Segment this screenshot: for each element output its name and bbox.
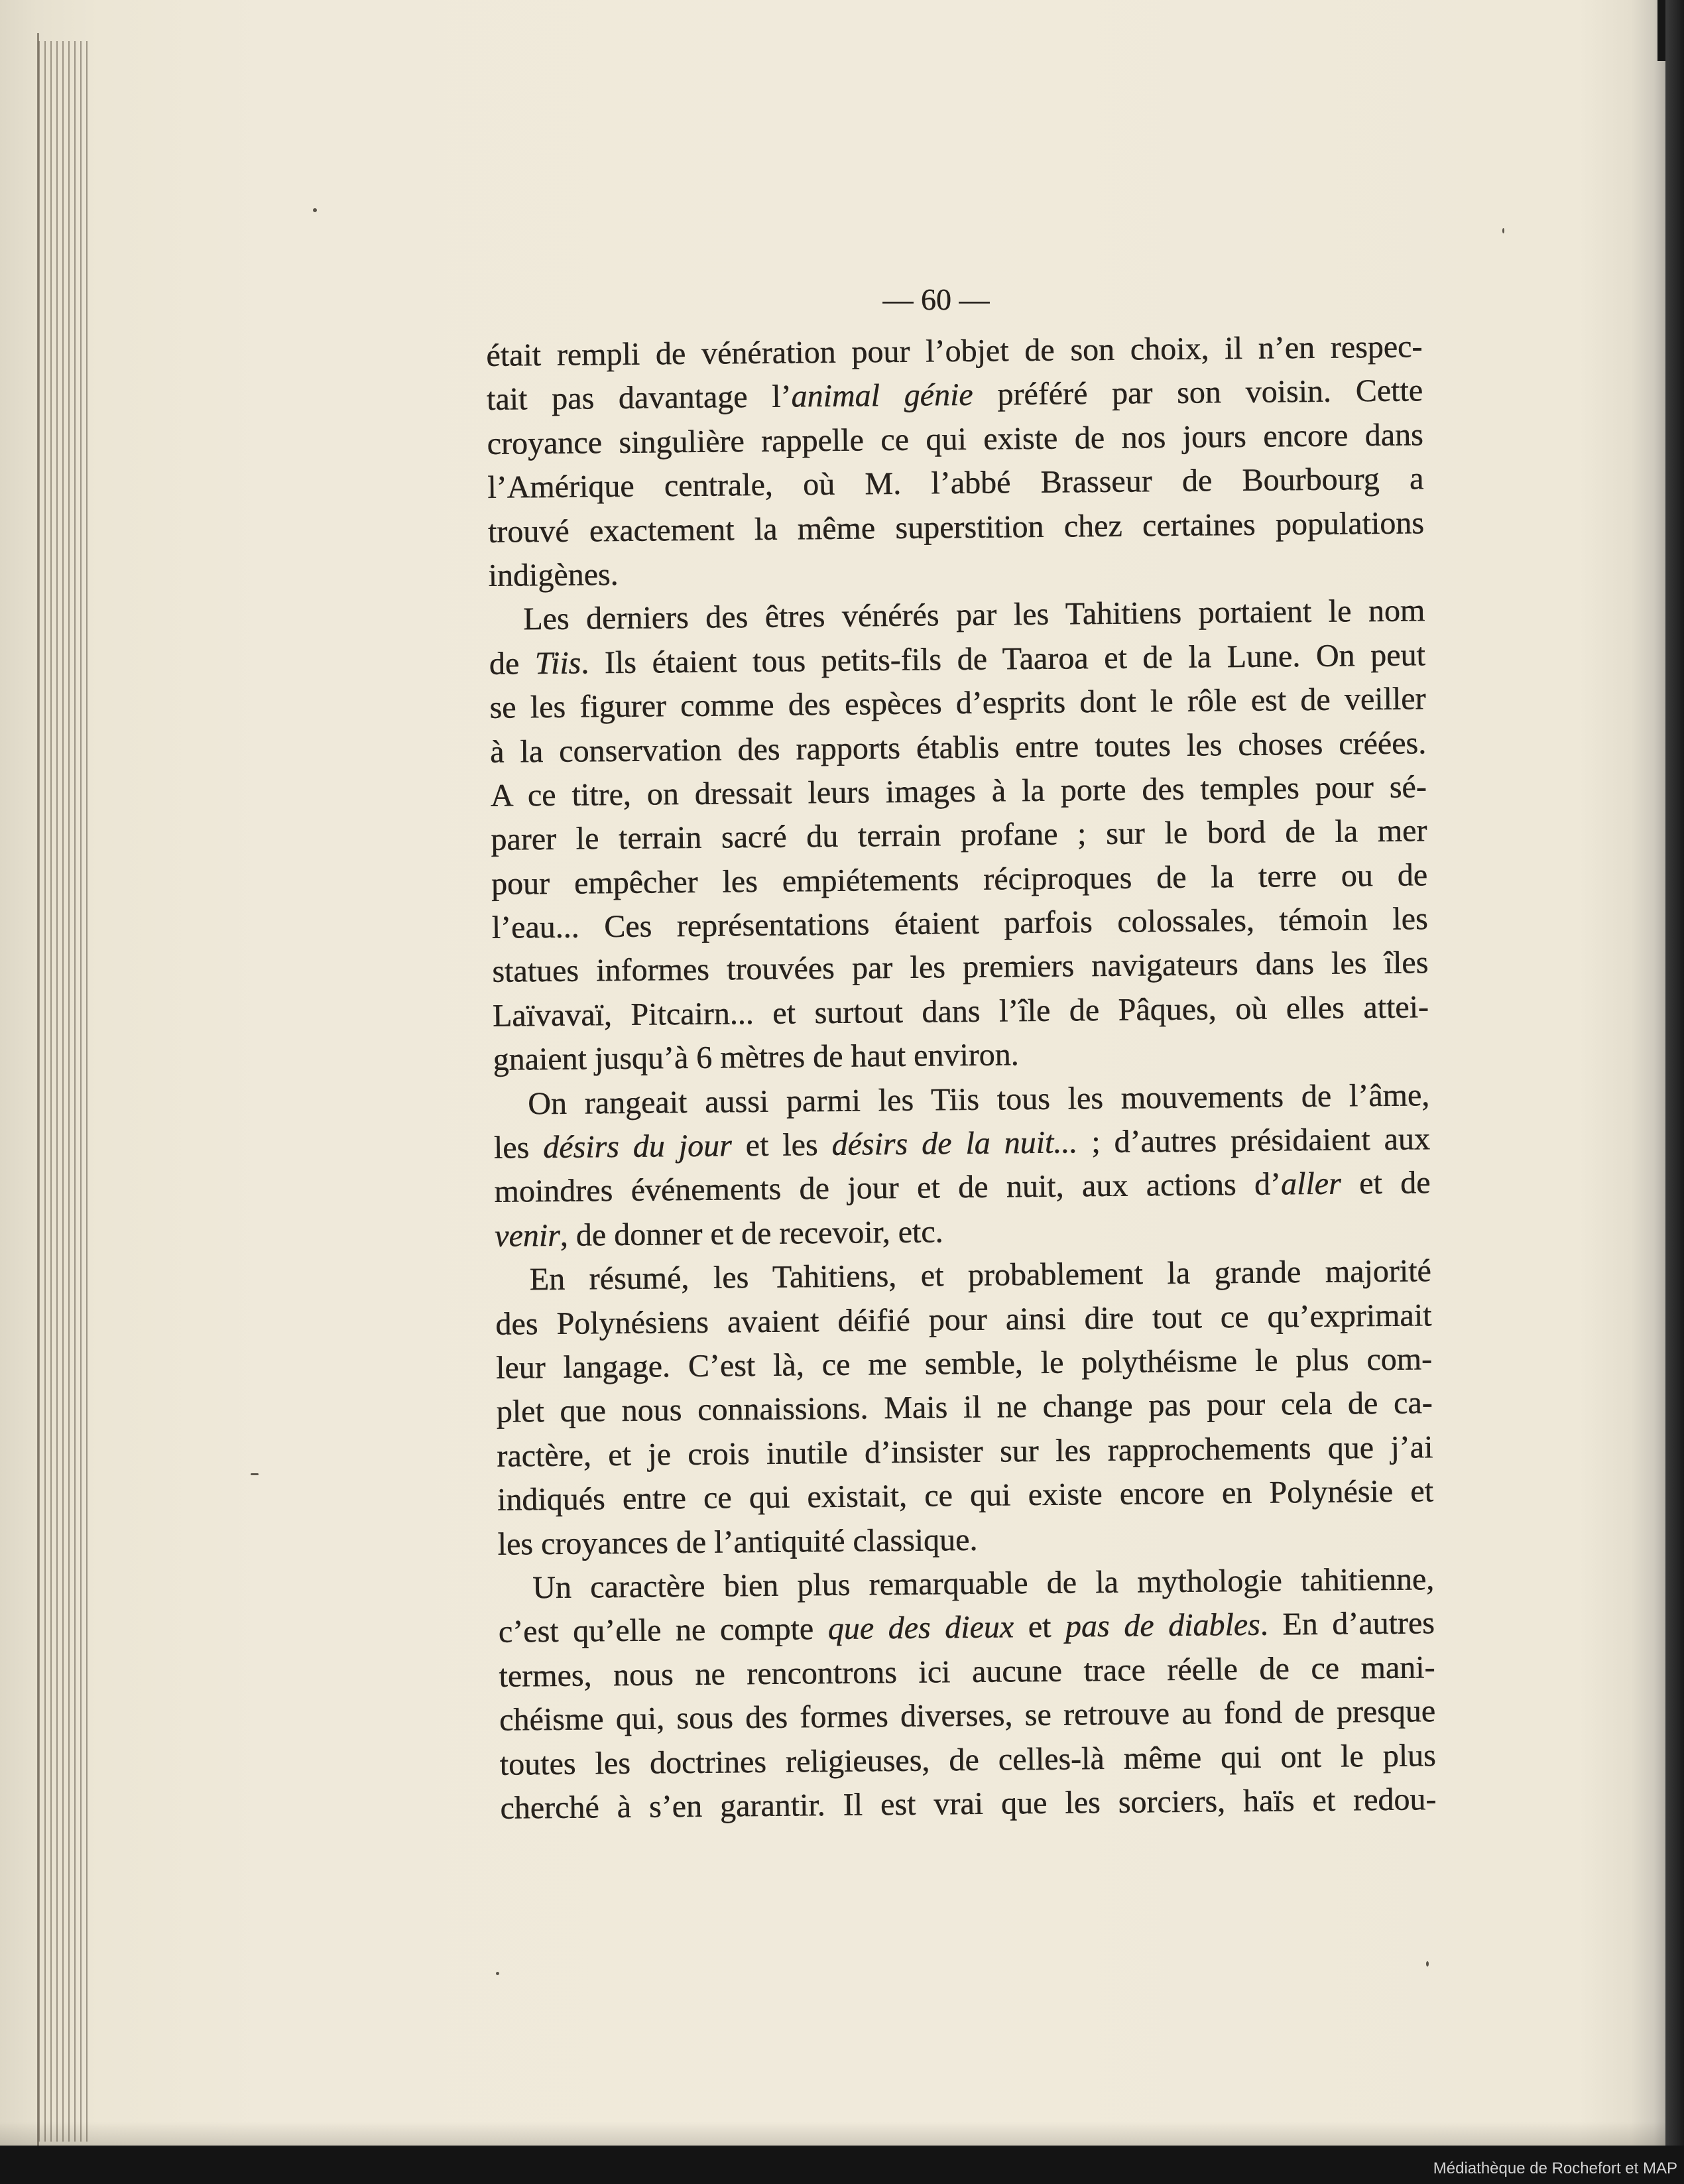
text-segment: . En d’autres: [1260, 1605, 1435, 1643]
paper-speck: [1426, 1961, 1429, 1967]
scan-bottom-strip: [0, 2146, 1684, 2184]
text-line: Laïvavaï, Pitcairn... et surtout dans l’île de Pâques, où elles attei-: [492, 989, 1429, 1034]
text-line: l’Amérique centrale, où M. l’abbé Brasseur de Bourbourg a: [487, 461, 1424, 505]
text-segment: ; d’autres présidaient aux: [1077, 1121, 1431, 1160]
italic-text: pas de diables: [1065, 1607, 1261, 1644]
italic-text: désirs de la nuit...: [831, 1124, 1078, 1162]
text-segment: et de: [1341, 1165, 1431, 1201]
text-line: cherché à s’en garantir. Il est vrai que les sorciers, haïs et redou-: [500, 1782, 1437, 1826]
text-line: toutes les doctrines religieuses, de celles-là même qui ont le plus: [499, 1737, 1437, 1782]
text-line: statues informes trouvées par les premiers navigateurs dans les îles: [492, 945, 1429, 990]
page-stack-lines: [38, 41, 90, 2142]
text-segment: c’est qu’elle ne compte: [498, 1611, 829, 1650]
text-line: trouvé exactement la même superstition chez certaines populations: [487, 505, 1425, 550]
text-line: Les derniers des êtres vénérés par les Tahitiens portaient le nom: [523, 593, 1425, 637]
text-segment: moindres événements de jour et de nuit, aux actions d’: [494, 1166, 1282, 1210]
text-segment: et: [1013, 1608, 1066, 1645]
text-segment: , de donner et de recevoir, etc.: [560, 1214, 943, 1253]
text-line: A ce titre, on dressait leurs images à la porte des temples pour sé-: [490, 769, 1427, 814]
text-line: ractère, et je crois inutile d’insister sur les rapprochements que j’ai: [497, 1429, 1433, 1474]
text-line: indigènes.: [488, 556, 619, 593]
scan-right-edge: [1665, 0, 1684, 2184]
text-line: termes, nous ne rencontrons ici aucune trace réelle de ce mani-: [499, 1649, 1435, 1694]
text-line: chéisme qui, sous des formes diverses, se retrouve au fond de presque: [499, 1693, 1436, 1738]
italic-text: que des dieux: [827, 1609, 1014, 1647]
text-line: était rempli de vénération pour l’objet de son choix, il n’en respec-: [486, 329, 1423, 373]
italic-text: Tiis: [534, 645, 581, 681]
text-line: se les figurer comme des espèces d’esprits dont le rôle est de veiller: [489, 681, 1426, 725]
text-line: Un caractère bien plus remarquable de la mythologie tahitienne,: [532, 1561, 1435, 1606]
italic-text: venir: [495, 1217, 561, 1254]
text-segment: tait pas davantage l’: [486, 379, 792, 418]
text-line: à la conservation des rapports établis entre toutes les choses créées.: [489, 725, 1427, 770]
text-line: plet que nous connaissions. Mais il ne change pas pour cela de ca-: [496, 1385, 1433, 1430]
text-line: On rangeait aussi parmi les Tiis tous les mouvements de l’âme,: [528, 1077, 1430, 1121]
text-segment: les: [493, 1130, 544, 1166]
paragraph: [498, 1557, 1437, 1831]
text-line: indiqués entre ce qui existait, ce qui existe encore en Polynésie et: [497, 1473, 1434, 1518]
paragraph: [486, 325, 1425, 598]
page-bottom-shadow: [0, 2122, 1665, 2146]
paragraph: [495, 1249, 1434, 1566]
text-line: En résumé, les Tahitiens, et probablement la grande majorité: [529, 1253, 1432, 1298]
paragraph: [493, 1073, 1431, 1258]
text-line: pour empêcher les empiétements réciproques de la terre ou de: [491, 857, 1428, 902]
text-segment: . Ils étaient tous petits-fils de Taaroa et de la Lune. On peut: [581, 637, 1426, 681]
page-number: — 60 —: [882, 282, 990, 316]
text-line: croyance singulière rappelle ce qui existe de nos jours encore dans: [487, 417, 1423, 461]
paper-speck: [313, 208, 317, 212]
watermark-credit: Médiathèque de Rochefort et MAP: [1433, 2159, 1677, 2177]
text-line: [494, 1162, 1431, 1215]
italic-text: aller: [1280, 1166, 1342, 1202]
italic-text: animal génie: [791, 377, 973, 414]
paper-speck: [1502, 228, 1504, 233]
text-segment: et les: [731, 1126, 832, 1164]
text-line: leur langage. C’est là, ce me semble, le polythéisme le plus com-: [495, 1341, 1433, 1386]
text-line: les croyances de l’antiquité classique.: [497, 1522, 978, 1562]
paper-speck: [251, 1473, 259, 1475]
text-line: parer le terrain sacré du terrain profane ; sur le bord de la mer: [491, 813, 1427, 858]
paper-speck: [496, 1972, 499, 1975]
text-line: gnaient jusqu’à 6 mètres de haut environ.: [493, 1037, 1020, 1078]
text-segment: préféré par son voisin. Cette: [973, 373, 1423, 413]
italic-text: désirs du jour: [542, 1128, 733, 1166]
paragraph: [489, 589, 1429, 1083]
text-line: des Polynésiens avaient déifié pour ainsi dire tout ce qu’exprimait: [495, 1297, 1432, 1342]
text-segment: de: [489, 645, 536, 682]
text-line: l’eau... Ces représentations étaient parfois colossales, témoin les: [491, 901, 1428, 945]
body-text: [486, 325, 1437, 1831]
